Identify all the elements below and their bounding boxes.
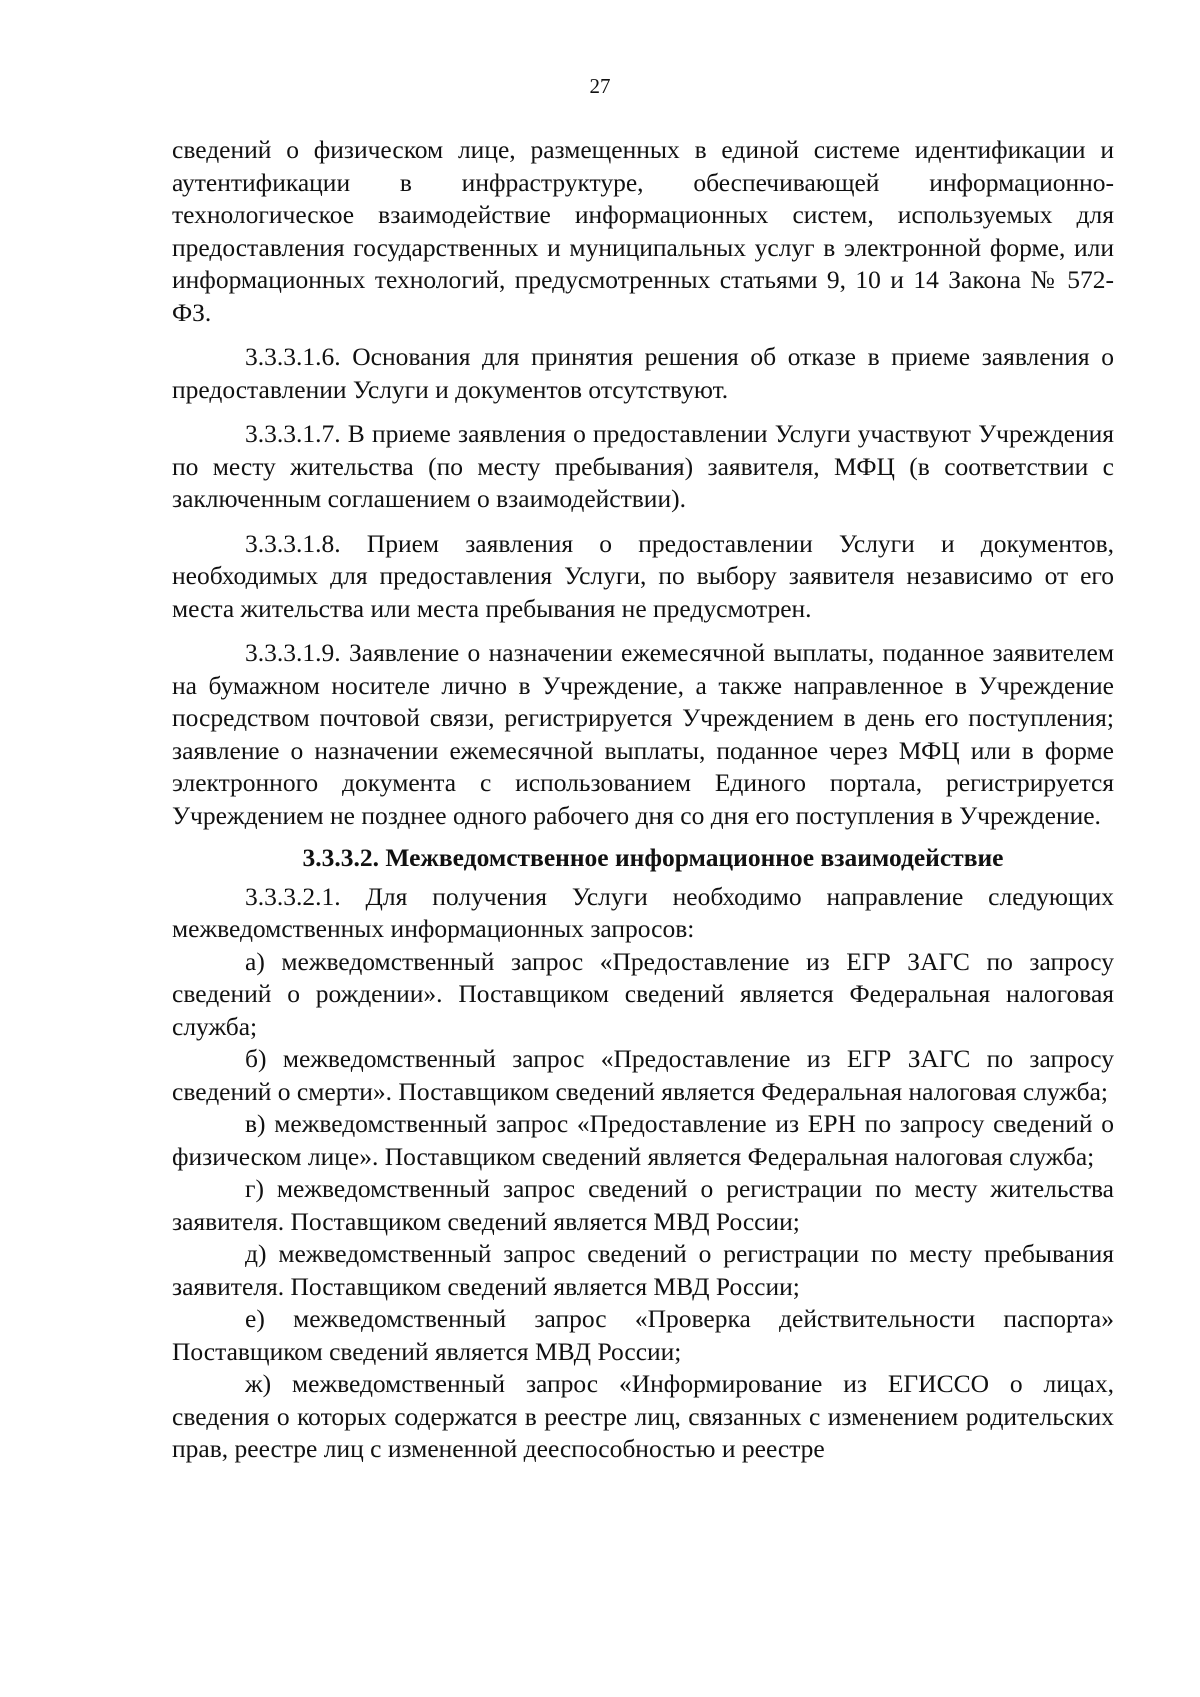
- list-item-zh: ж) межведомственный запрос «Информирование из ЕГИССО о лицах, сведения о которых содержатся в реестре лиц, связанных с изменением родительских прав, реестре лиц с измененной дееспособностью и реестре: [172, 1369, 1114, 1463]
- page-number: 27: [589, 74, 611, 98]
- paragraph-3-3-3-2-1: 3.3.3.2.1. Для получения Услуги необходимо направление следующих межведомственных информационных запросов:: [172, 881, 1114, 943]
- list-item-v: в) межведомственный запрос «Предоставление из ЕРН по запросу сведений о физическом лице». Поставщиком сведений является Федеральная налоговая служба;: [172, 1109, 1114, 1171]
- list-item-a: а) межведомственный запрос «Предоставление из ЕГР ЗАГС по запросу сведений о рождении». Поставщиком сведений является Федеральная налоговая служба;: [172, 946, 1114, 1041]
- paragraph-3-3-3-1-8: 3.3.3.1.8. Прием заявления о предоставлении Услуги и документов, необходимых для предоставления Услуги, по выбору заявителя независимо от его места жительства или места пребывания не предусмотрен.: [172, 528, 1114, 623]
- list-item-g: г) межведомственный запрос сведений о регистрации по месту жительства заявителя. Поставщиком сведений является МВД России;: [172, 1174, 1114, 1236]
- paragraph-3-3-3-1-9: 3.3.3.1.9. Заявление о назначении ежемесячной выплаты, поданное заявителем на бумажном носителе лично в Учреждение, а также направленное в Учреждение посредством почтовой связи, регистрируется Учреждением в день его поступления; заявление о назначении ежемесячной выплаты, поданное через МФЦ или в форме электронного документа с использованием Единого портала, регистрируется Учреждением не позднее одного рабочего дня со дня его поступления в Учреждение.: [172, 638, 1114, 830]
- paragraph-3-3-3-1-7: 3.3.3.1.7. В приеме заявления о предоставлении Услуги участвуют Учреждения по месту жительства (по месту пребывания) заявителя, МФЦ (в соответствии с заключенным соглашением о взаимодействии).: [172, 419, 1114, 513]
- paragraph-3-3-3-1-6: 3.3.3.1.6. Основания для принятия решения об отказе в приеме заявления о предоставлении Услуги и документов отсутствуют.: [172, 342, 1114, 404]
- document-body: [172, 134, 1114, 1466]
- list-item-b: б) межведомственный запрос «Предоставление из ЕГР ЗАГС по запросу сведений о смерти». Поставщиком сведений является Федеральная налоговая служба;: [172, 1044, 1114, 1106]
- list-item-e: е) межведомственный запрос «Проверка действительности паспорта» Поставщиком сведений является МВД России;: [172, 1304, 1114, 1366]
- section-heading-3-3-3-2: 3.3.3.2. Межведомственное информационное взаимодействие: [302, 843, 1004, 872]
- paragraph-intro-continuation: сведений о физическом лице, размещенных в единой системе идентификации и аутентификации в инфраструктуре, обеспечивающей информационно-технологическое взаимодействие информационных систем, используемых для предоставления государственных и муниципальных услуг в электронной форме, или информационных технологий, предусмотренных статьями 9, 10 и 14 Закона № 572-ФЗ.: [172, 135, 1114, 327]
- list-item-d: д) межведомственный запрос сведений о регистрации по месту пребывания заявителя. Поставщиком сведений является МВД России;: [172, 1239, 1114, 1301]
